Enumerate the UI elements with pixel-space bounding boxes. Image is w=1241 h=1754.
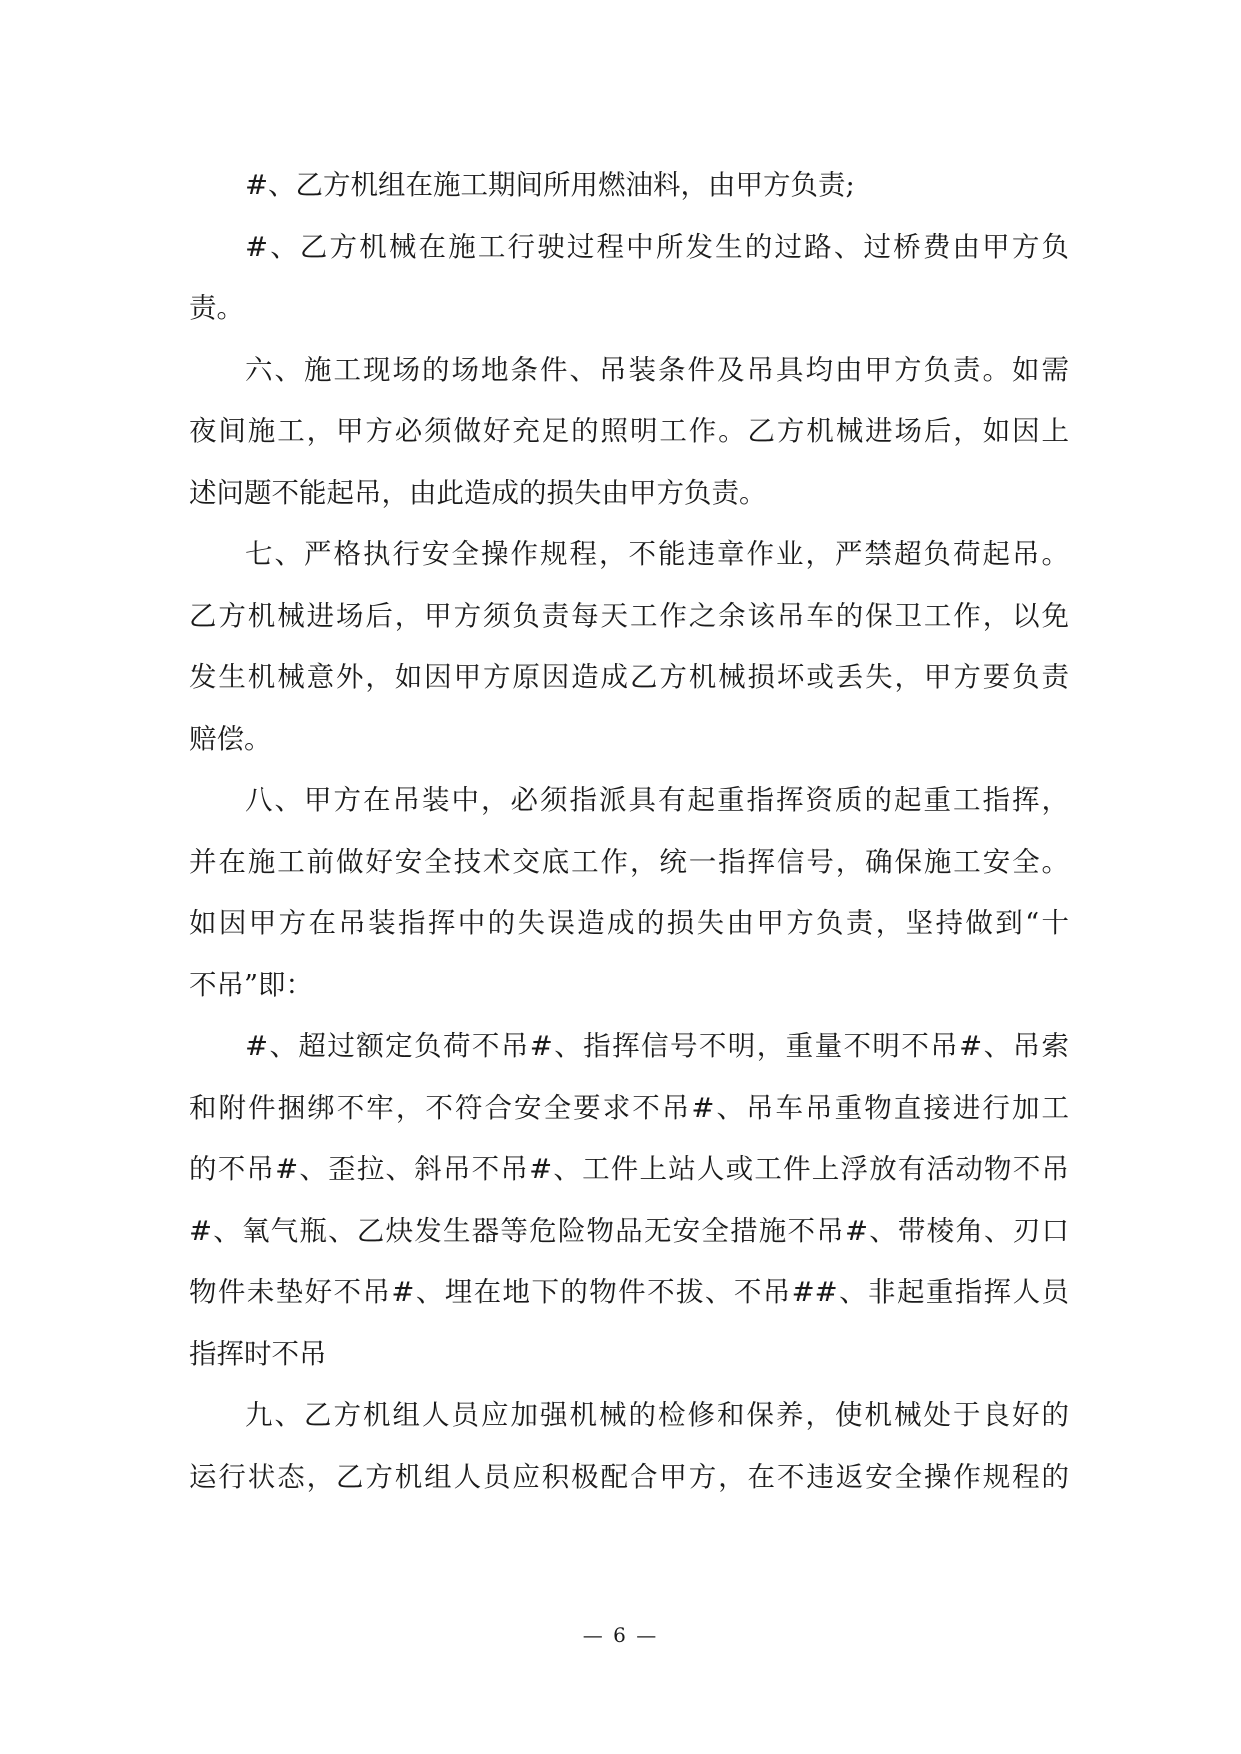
text-line: 述问题不能起吊，由此造成的损失由甲方负责。 xyxy=(189,476,767,509)
text-line: 如因甲方在吊装指挥中的失误造成的损失由甲方负责，坚持做到“十 xyxy=(189,907,1069,939)
document-body xyxy=(189,155,1069,1508)
text-line: 夜间施工，甲方必须做好充足的照明工作。乙方机械进场后，如因上 xyxy=(189,415,1069,447)
text-line: 八、甲方在吊装中，必须指派具有起重指挥资质的起重工指挥， xyxy=(245,784,1069,816)
text-line: 并在施工前做好安全技术交底工作，统一指挥信号，确保施工安全。 xyxy=(189,845,1069,878)
text-line: 九、乙方机组人员应加强机械的检修和保养，使机械处于良好的 xyxy=(245,1399,1069,1431)
page-number: — 6 — xyxy=(582,1623,659,1647)
text-line: 赔偿。 xyxy=(189,722,272,755)
text-line: #、乙方机组在施工期间所用燃油料，由甲方负责; xyxy=(245,169,855,201)
text-line: 乙方机械进场后，甲方须负责每天工作之余该吊车的保卫工作，以免 xyxy=(189,599,1069,632)
text-line: 责。 xyxy=(189,292,244,324)
text-line: 不吊”即： xyxy=(189,968,314,1001)
text-line: 指挥时不吊 xyxy=(189,1337,327,1370)
text-line: 六、施工现场的场地条件、吊装条件及吊具均由甲方负责。如需 xyxy=(245,353,1069,386)
text-line: 发生机械意外，如因甲方原因造成乙方机械损坏或丢失，甲方要负责 xyxy=(189,661,1069,693)
text-line: 物件未垫好不吊#、埋在地下的物件不拔、不吊##、非起重指挥人员 xyxy=(189,1276,1069,1308)
text-line: 和附件捆绑不牢，不符合安全要求不吊#、吊车吊重物直接进行加工 xyxy=(189,1091,1069,1124)
text-line: #、超过额定负荷不吊#、指挥信号不明，重量不明不吊#、吊索 xyxy=(245,1030,1069,1062)
text-line: #、氧气瓶、乙炔发生器等危险物品无安全措施不吊#、带棱角、刃口 xyxy=(189,1214,1069,1247)
text-line: 七、严格执行安全操作规程，不能违章作业，严禁超负荷起吊。 xyxy=(245,538,1069,570)
text-line: #、乙方机械在施工行驶过程中所发生的过路、过桥费由甲方负 xyxy=(245,230,1069,263)
text-line: 运行状态，乙方机组人员应积极配合甲方，在不违返安全操作规程的 xyxy=(189,1460,1069,1493)
text-line: 的不吊#、歪拉、斜吊不吊#、工件上站人或工件上浮放有活动物不吊 xyxy=(189,1153,1069,1185)
